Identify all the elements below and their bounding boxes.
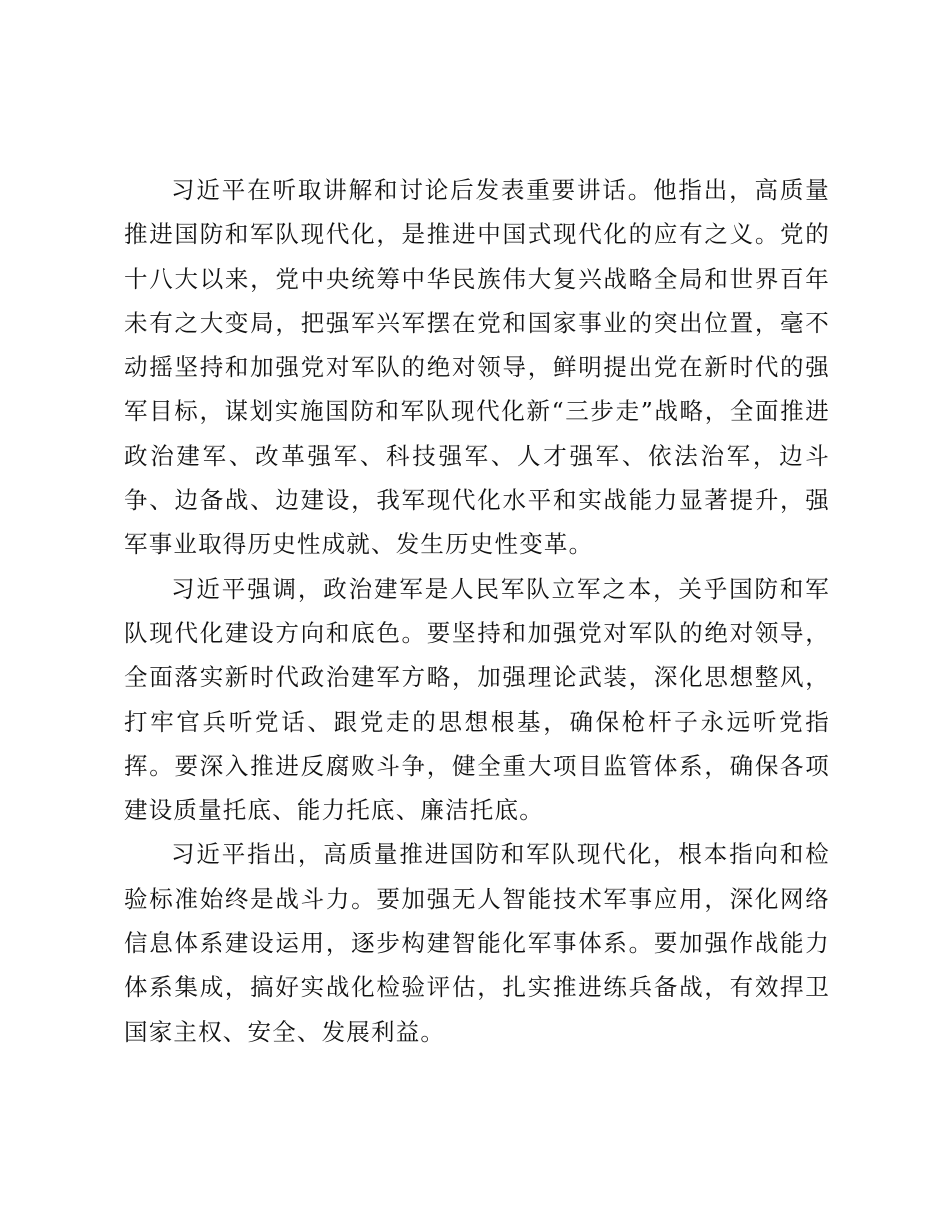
paragraph-3: 习近平指出，高质量推进国防和军队现代化，根本指向和检验标准始终是战斗力。要加强无人智能技术军事应用，深化网络信息体系建设运用，逐步构建智能化军事体系。要加强作战能力体系集成，搞好实战化检验评估，扎实推进练兵备战，有效捍卫国家主权、安全、发展利益。 xyxy=(124,840,830,1046)
paragraph-1: 习近平在听取讲解和讨论后发表重要讲话。他指出，高质量推进国防和军队现代化，是推进中国式现代化的应有之义。党的十八大以来，党中央统筹中华民族伟大复兴战略全局和世界百年未有之大变局，把强军兴军摆在党和国家事业的突出位置，毫不动摇坚持和加强党对军队的绝对领导，鲜明提出党在新时代的强军目标，谋划实施国防和军队现代化新“三步走”战略，全面推进政治建军、改革强军、科技强军、人才强军、依法治军，边斗争、边备战、边建设，我军现代化水平和实战能力显著提升，强军事业取得历史性成就、发生历史性变革。 xyxy=(124,176,830,559)
paragraph-2: 习近平强调，政治建军是人民军队立军之本，关乎国防和军队现代化建设方向和底色。要坚持和加强党对军队的绝对领导，全面落实新时代政治建军方略，加强理论武装，深化思想整风，打牢官兵听党话、跟党走的思想根基，确保枪杆子永远听党指挥。要深入推进反腐败斗争，健全重大项目监管体系，确保各项建设质量托底、能力托底、廉洁托底。 xyxy=(124,574,830,825)
document-body xyxy=(124,168,830,1054)
